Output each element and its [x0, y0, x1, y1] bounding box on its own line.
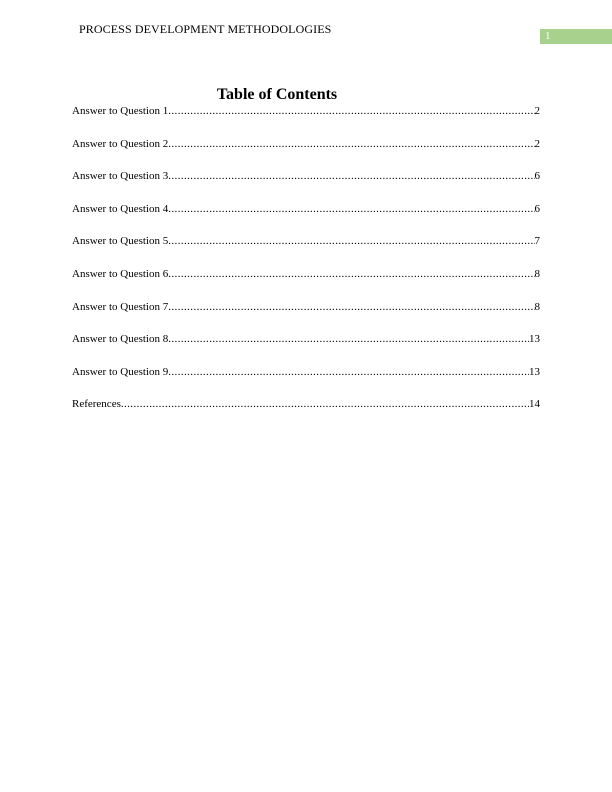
dot-leader	[168, 266, 534, 282]
toc-list	[72, 103, 540, 429]
toc-entry-question-8[interactable]	[72, 331, 540, 347]
toc-entry-label: Answer to Question 7	[72, 300, 169, 313]
toc-entry-label: Answer to Question 4	[72, 202, 169, 215]
toc-entry-label: Answer to Question 5	[72, 235, 169, 248]
dot-leader	[168, 364, 529, 380]
dot-leader	[168, 331, 529, 347]
page-number: 1	[545, 30, 551, 42]
toc-entry-page: 6	[534, 202, 540, 215]
dot-leader	[168, 233, 534, 249]
dot-leader	[168, 136, 534, 152]
toc-entry-question-2[interactable]	[72, 136, 540, 152]
toc-entry-question-1[interactable]	[72, 103, 540, 119]
toc-entry-page: 2	[534, 137, 540, 150]
dot-leader	[168, 103, 534, 119]
toc-entry-label: Answer to Question 3	[72, 170, 169, 183]
dot-leader	[168, 168, 534, 184]
running-header-title: PROCESS DEVELOPMENT METHODOLOGIES	[79, 22, 332, 36]
toc-entry-page: 8	[534, 300, 540, 313]
toc-entry-page: 14	[529, 398, 540, 411]
toc-entry-references[interactable]	[72, 396, 540, 412]
toc-entry-label: Answer to Question 9	[72, 365, 169, 378]
toc-entry-page: 6	[534, 170, 540, 183]
dot-leader	[168, 201, 534, 217]
dot-leader	[168, 299, 534, 315]
toc-entry-page: 13	[529, 365, 540, 378]
toc-entry-label: Answer to Question 2	[72, 137, 169, 150]
toc-entry-label: Answer to Question 6	[72, 267, 169, 280]
toc-entry-label: Answer to Question 1	[72, 105, 169, 117]
toc-entry-question-4[interactable]	[72, 201, 540, 217]
toc-entry-label: Answer to Question 8	[72, 333, 169, 346]
toc-entry-label: References	[72, 398, 121, 411]
toc-entry-question-3[interactable]	[72, 168, 540, 184]
toc-entry-question-9[interactable]	[72, 364, 540, 380]
toc-entry-page: 8	[534, 267, 540, 280]
page-number-badge	[540, 29, 612, 44]
toc-entry-question-7[interactable]	[72, 299, 540, 315]
toc-entry-page: 2	[534, 105, 540, 117]
dot-leader	[121, 396, 529, 412]
toc-entry-question-6[interactable]	[72, 266, 540, 282]
toc-entry-page: 7	[534, 235, 540, 248]
toc-entry-question-5[interactable]	[72, 233, 540, 249]
toc-entry-page: 13	[529, 333, 540, 346]
toc-heading: Table of Contents	[216, 86, 338, 103]
